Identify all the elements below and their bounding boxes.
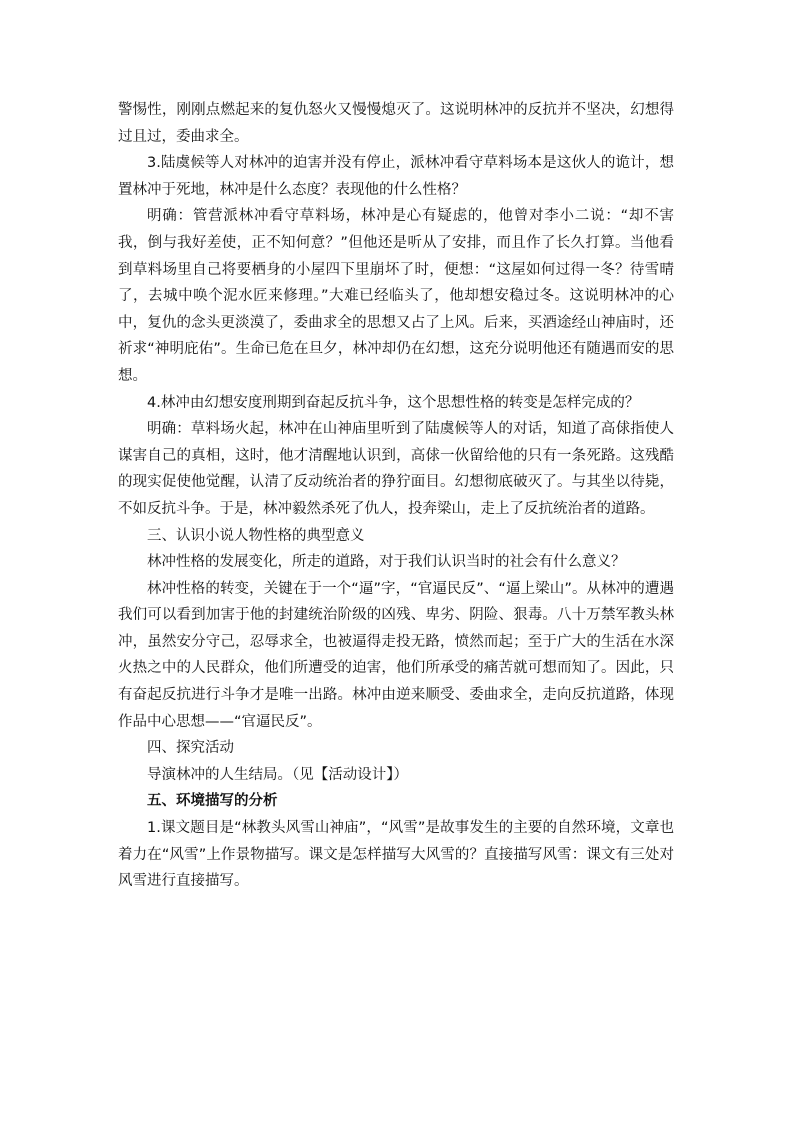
answer-3: 明确：管营派林冲看守草料场，林冲是心有疑虑的，他曾对李小二说：“却不害我，倒与我好差使，正不知何意？”但他还是听从了安排，而且作了长久打算。当他看到草料场里自己将要栖身的小屋四下里崩坏了时，便想：“这屋如何过得一冬？待雪晴了，去城中唤个泥水匠来修理。”大难已经临头了，他却想安稳过冬。这说明林冲的心中，复仇的念头更淡漠了，委曲求全的思想又占了上风。后来，买酒途经山神庙时，还祈求“神明庇佑”。生命已危在旦夕，林冲却仍在幻想，这充分说明他还有随遇而安的思想。	[118, 208, 674, 384]
paragraph-continuation: 警惕性，刚刚点燃起来的复仇怒火又慢慢熄灭了。这说明林冲的反抗并不坚决，幻想得过且过，委曲求全。	[118, 102, 674, 145]
section-3-answer: 林冲性格的转变，关键在于一个“逼”字，“官逼民反”、“逼上梁山”。从林冲的遭遇我们可以看到加害于他的封建统治阶级的凶残、卑劣、阴险、狠毒。八十万禁军教头林冲，虽然安分守己，忍辱求全，也被逼得走投无路，愤然而起；至于广大的生活在水深火热之中的人民群众，他们所遭受的迫害，他们所承受的痛苦就可想而知了。因此，只有奋起反抗进行斗争才是唯一出路。林冲由逆来顺受、委曲求全，走向反抗道路，体现作品中心思想——“官逼民反”。	[118, 580, 674, 730]
section-5-question-1: 1.课文题目是“林教头风雪山神庙”，“风雪”是故事发生的主要的自然环境，文章也着力在“风雪”上作景物描写。课文是怎样描写大风雪的？直接描写风雪：课文有三处对风雪进行直接描写。	[118, 820, 674, 890]
section-heading-5: 五、环境描写的分析	[147, 793, 278, 810]
section-3-question: 林冲性格的发展变化，所走的道路，对于我们认识当时的社会有什么意义？	[147, 554, 626, 571]
question-3: 3.陆虞候等人对林冲的迫害并没有停止，派林冲看守草料场本是这伙人的诡计，想置林冲于死地，林冲是什么态度？表现他的什么性格？	[118, 155, 674, 198]
answer-4: 明确：草料场火起，林冲在山神庙里听到了陆虞候等人的对话，知道了高俅指使人谋害自己的真相，这时，他才清醒地认识到，高俅一伙留给他的只有一条死路。这残酷的现实促使他觉醒，认清了反动统治者的狰狞面目。幻想彻底破灭了。与其坐以待毙，不如反抗斗争。于是，林冲毅然杀死了仇人，投奔梁山，走上了反抗统治者的道路。	[118, 421, 674, 517]
section-4-activity: 导演林冲的人生结局。（见【活动设计】）	[147, 766, 408, 783]
document-page	[118, 97, 674, 895]
section-heading-3: 三、认识小说人物性格的典型意义	[147, 527, 365, 544]
section-heading-4: 四、探究活动	[147, 740, 234, 757]
question-4: 4.林冲由幻想安度刑期到奋起反抗斗争，这个思想性格的转变是怎样完成的？	[147, 394, 640, 411]
